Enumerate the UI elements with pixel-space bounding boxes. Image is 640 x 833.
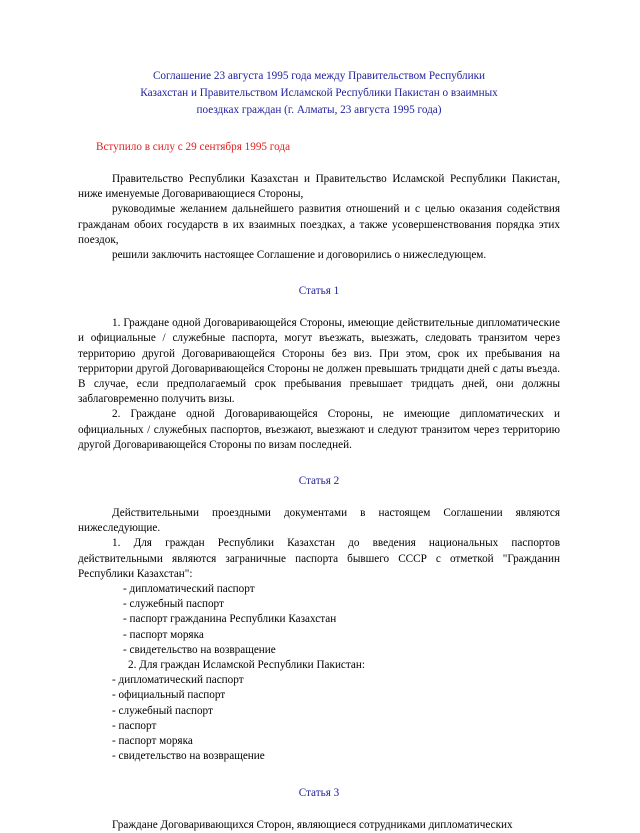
article-1-paragraph-2: 2. Граждане одной Договаривающейся Стороны, не имеющие дипломатических и официальных / служебных паспортов, въезжают, выезжают и следуют транзитом через территорию другой Договаривающейся Стороны по визам последней. bbox=[78, 408, 560, 451]
article-2-paragraph-1: Действительными проездными документами в настоящем Соглашении являются нижеследующие. bbox=[78, 507, 560, 535]
document-title bbox=[78, 68, 560, 119]
article-1-body bbox=[78, 316, 560, 453]
preamble-paragraph-2: руководимые желанием дальнейшего развития отношений и с целью оказания содействия гражданам обоих государств в их взаимных поездках, а также усовершенствования порядка этих поездок, bbox=[78, 203, 560, 246]
preamble-paragraph-1: Правительство Республики Казахстан и Правительство Исламской Республики Пакистан, ниже именуемые Договаривающиеся Стороны, bbox=[78, 173, 560, 201]
list-item: - паспорт моряка bbox=[112, 735, 193, 748]
list-item: - паспорт гражданина Республики Казахстан bbox=[123, 613, 337, 626]
pakistan-list-lead: 2. Для граждан Исламской Республики Пакистан: bbox=[128, 659, 365, 672]
list-item: - дипломатический паспорт bbox=[112, 674, 244, 687]
preamble-paragraph-3: решили заключить настоящее Соглашение и договорились о нижеследующем. bbox=[112, 249, 487, 262]
preamble-section bbox=[78, 172, 560, 263]
list-item: - паспорт моряка bbox=[123, 628, 204, 641]
article-3-body bbox=[78, 818, 560, 833]
list-item: - служебный паспорт bbox=[123, 598, 224, 611]
document-title-line-1: Соглашение 23 августа 1995 года между Правительством Республики bbox=[152, 70, 486, 82]
document-title-line-2: Казахстан и Правительством Исламской Республики Пакистан о взаимных bbox=[140, 87, 498, 99]
kazakhstan-document-list bbox=[78, 582, 560, 658]
article-1-paragraph-1: 1. Граждане одной Договаривающейся Стороны, имеющие действительные дипломатические и официальные / служебные паспорта, могут въезжать, выезжать, следовать транзитом через территорию другой Договаривающейся Стороны без виз. При этом, срок их пребывания на территории другой Договаривающейся Стороны не должен превышать тридцати дней с даты въезда. В случае, если предполагаемый срок пребывания превышает тридцать дней, они должны заблаговременно получить визы. bbox=[78, 317, 560, 406]
pakistan-document-list bbox=[78, 673, 560, 764]
document-content bbox=[78, 68, 560, 833]
list-item: - официальный паспорт bbox=[112, 689, 226, 702]
list-item: - свидетельство на возвращение bbox=[123, 643, 276, 656]
article-2-heading: Статья 2 bbox=[298, 475, 340, 488]
list-item: - дипломатический паспорт bbox=[123, 583, 255, 596]
list-item: - служебный паспорт bbox=[112, 704, 213, 717]
article-1-heading: Статья 1 bbox=[298, 285, 340, 298]
article-3-heading: Статья 3 bbox=[298, 786, 340, 799]
article-3-paragraph-1: Граждане Договаривающихся Сторон, являющиеся сотрудниками дипломатических bbox=[112, 818, 513, 831]
article-2-paragraph-2: 1. Для граждан Республики Казахстан до введения национальных паспортов действительными являются заграничные паспорта бывшего СССР с отметкой "Гражданин Республики Казахстан": bbox=[78, 537, 560, 580]
list-item: - паспорт bbox=[112, 719, 157, 732]
effective-date-note: Вступило в силу с 29 сентября 1995 года bbox=[96, 141, 291, 153]
article-2-body bbox=[78, 506, 560, 764]
list-item: - свидетельство на возвращение bbox=[112, 750, 265, 763]
document-title-line-3: поездках граждан (г. Алматы, 23 августа 1995 года) bbox=[196, 104, 442, 116]
